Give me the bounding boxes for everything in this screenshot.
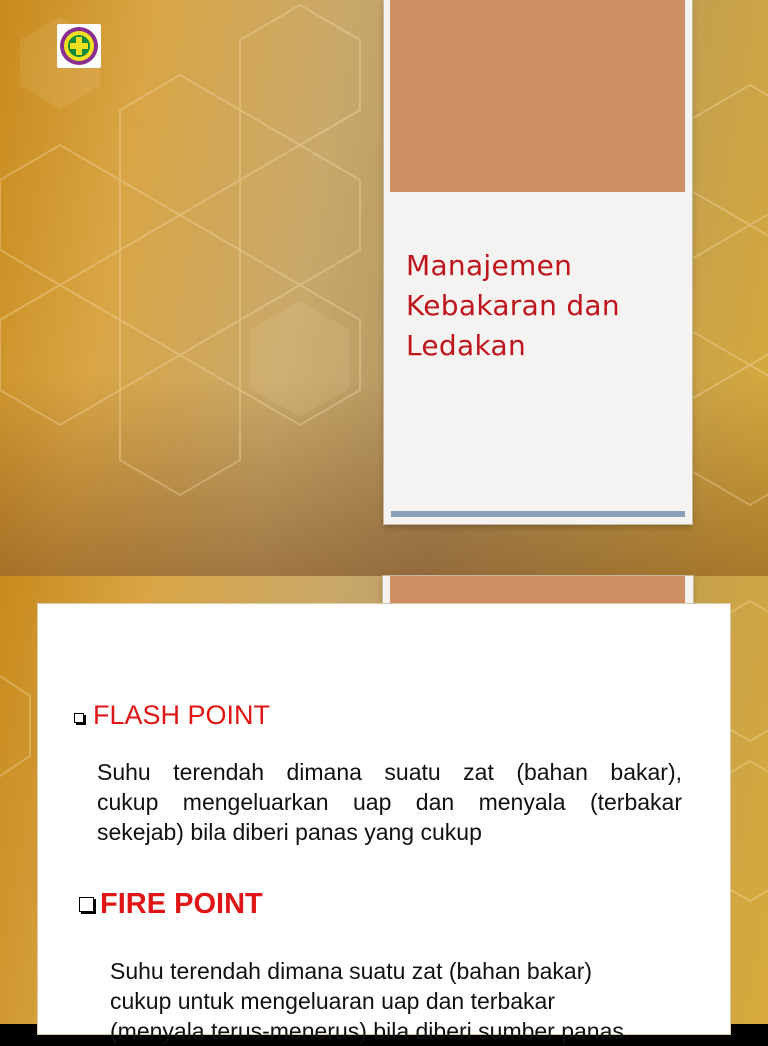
panel-header-block [390,0,685,192]
institution-logo [57,24,101,68]
checkbox-bullet-icon [74,713,84,723]
section-heading [79,888,263,921]
body-line: Suhu terendah dimana suatu zat (bahan bakar) [110,958,593,984]
content-card [38,604,730,1044]
body-line: cukup untuk mengeluaran uap dan terbakar [110,988,555,1014]
slide-title [406,246,676,366]
body-line: (menyala terus-menerus) bila diberi sumber panas. [110,1018,631,1044]
section-heading [74,700,270,731]
title-panel [384,0,692,524]
title-line: Ledakan [406,329,526,362]
body-line: cukup mengeluarkan uap dan menyala (terbakar [97,789,682,815]
title-line: Manajemen [406,249,573,282]
body-line: sekejab) bila diberi panas yang cukup [97,819,482,845]
heading-text: FLASH POINT [93,700,271,730]
body-line: Suhu terendah dimana suatu zat (bahan bakar), [97,759,682,785]
checkbox-bullet-icon [79,897,94,912]
section-body [110,956,700,1046]
content-slide [0,576,768,1044]
title-line: Kebakaran dan [406,289,620,322]
panel-divider [391,511,685,517]
heading-text: FIRE POINT [100,888,263,920]
section-body [97,757,682,847]
